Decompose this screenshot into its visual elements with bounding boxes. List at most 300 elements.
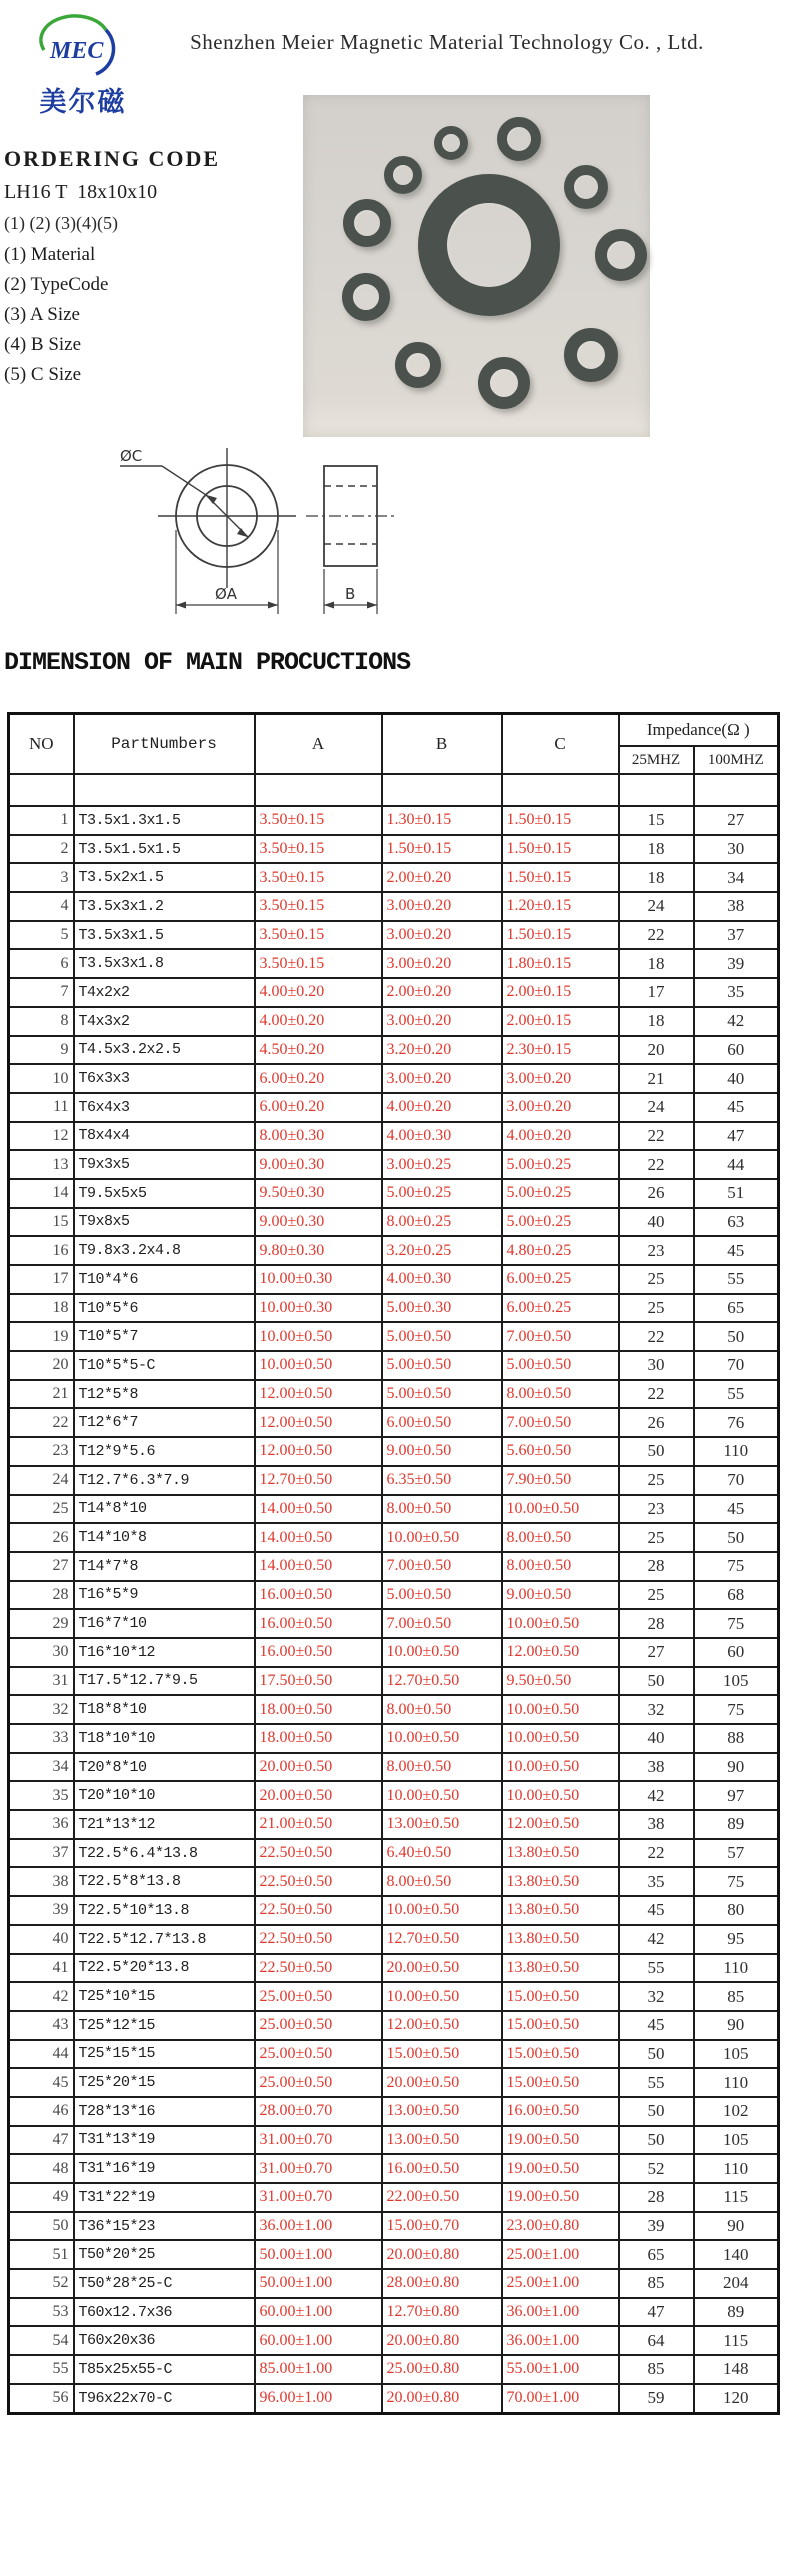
b-cell: 12.70±0.50 bbox=[382, 1925, 502, 1954]
table-row bbox=[9, 1236, 779, 1265]
b-cell: 25.00±0.80 bbox=[382, 2355, 502, 2384]
c-cell: 10.00±0.50 bbox=[502, 1753, 619, 1782]
c-cell: 15.00±0.50 bbox=[502, 2068, 619, 2097]
imp25-cell: 25 bbox=[619, 1265, 694, 1294]
logo-chinese-text: 美尔磁 bbox=[39, 87, 127, 118]
imp100-cell: 115 bbox=[694, 2183, 779, 2212]
b-cell: 5.00±0.50 bbox=[382, 1380, 502, 1409]
c-cell: 19.00±0.50 bbox=[502, 2183, 619, 2212]
c-cell: 1.50±0.15 bbox=[502, 921, 619, 950]
imp25-cell: 50 bbox=[619, 1437, 694, 1466]
no-cell: 44 bbox=[9, 2040, 74, 2069]
a-cell: 8.00±0.30 bbox=[255, 1122, 382, 1151]
imp100-cell: 65 bbox=[694, 1294, 779, 1323]
empty-row bbox=[9, 774, 779, 806]
imp100-cell: 44 bbox=[694, 1150, 779, 1179]
b-cell: 3.00±0.20 bbox=[382, 892, 502, 921]
c-cell: 10.00±0.50 bbox=[502, 1724, 619, 1753]
imp100-cell: 55 bbox=[694, 1265, 779, 1294]
b-cell: 10.00±0.50 bbox=[382, 1638, 502, 1667]
c-cell: 25.00±1.00 bbox=[502, 2240, 619, 2269]
toroid-core-ring bbox=[564, 328, 618, 382]
table-row bbox=[9, 1064, 779, 1093]
imp25-cell: 55 bbox=[619, 1954, 694, 1983]
no-cell: 38 bbox=[9, 1867, 74, 1896]
toroid-core-ring bbox=[497, 117, 541, 161]
imp100-cell: 27 bbox=[694, 806, 779, 835]
imp25-cell: 28 bbox=[619, 1552, 694, 1581]
part-cell: T60x12.7x36 bbox=[74, 2298, 255, 2327]
table-row bbox=[9, 1638, 779, 1667]
c-cell: 8.00±0.50 bbox=[502, 1552, 619, 1581]
c-cell: 7.00±0.50 bbox=[502, 1408, 619, 1437]
no-cell: 18 bbox=[9, 1294, 74, 1323]
no-cell: 46 bbox=[9, 2097, 74, 2126]
table-row bbox=[9, 2240, 779, 2269]
a-cell: 22.50±0.50 bbox=[255, 1925, 382, 1954]
c-cell: 25.00±1.00 bbox=[502, 2269, 619, 2298]
table-row bbox=[9, 1982, 779, 2011]
a-cell: 9.80±0.30 bbox=[255, 1236, 382, 1265]
table-row bbox=[9, 1523, 779, 1552]
part-cell: T4x3x2 bbox=[74, 1007, 255, 1036]
logo-text: MEC bbox=[50, 38, 104, 64]
c-cell: 15.00±0.50 bbox=[502, 2011, 619, 2040]
a-cell: 22.50±0.50 bbox=[255, 1954, 382, 1983]
no-cell: 41 bbox=[9, 1954, 74, 1983]
table-row bbox=[9, 1322, 779, 1351]
no-cell: 25 bbox=[9, 1495, 74, 1524]
imp25-cell: 22 bbox=[619, 1380, 694, 1409]
b-cell: 8.00±0.50 bbox=[382, 1495, 502, 1524]
part-cell: T22.5*8*13.8 bbox=[74, 1867, 255, 1896]
table-row bbox=[9, 1122, 779, 1151]
ordering-code-positions: (1) (2) (3)(4)(5) bbox=[4, 213, 118, 233]
table-row bbox=[9, 1867, 779, 1896]
no-cell: 40 bbox=[9, 1925, 74, 1954]
imp25-cell: 85 bbox=[619, 2269, 694, 2298]
part-cell: T14*7*8 bbox=[74, 1552, 255, 1581]
b-cell: 20.00±0.50 bbox=[382, 2068, 502, 2097]
b-cell: 1.30±0.15 bbox=[382, 806, 502, 835]
imp25-cell: 42 bbox=[619, 1781, 694, 1810]
no-cell: 10 bbox=[9, 1064, 74, 1093]
c-cell: 36.00±1.00 bbox=[502, 2298, 619, 2327]
b-cell: 5.00±0.50 bbox=[382, 1581, 502, 1610]
imp100-cell: 105 bbox=[694, 2040, 779, 2069]
toroid-core-ring bbox=[395, 342, 441, 388]
table-row bbox=[9, 1466, 779, 1495]
a-cell: 16.00±0.50 bbox=[255, 1638, 382, 1667]
table-row bbox=[9, 1380, 779, 1409]
b-cell: 10.00±0.50 bbox=[382, 1724, 502, 1753]
a-cell: 3.50±0.15 bbox=[255, 863, 382, 892]
a-cell: 9.00±0.30 bbox=[255, 1208, 382, 1237]
part-cell: T3.5x2x1.5 bbox=[74, 863, 255, 892]
no-cell: 52 bbox=[9, 2269, 74, 2298]
c-cell: 1.50±0.15 bbox=[502, 863, 619, 892]
imp100-cell: 204 bbox=[694, 2269, 779, 2298]
no-cell: 53 bbox=[9, 2298, 74, 2327]
table-row bbox=[9, 892, 779, 921]
imp25-cell: 38 bbox=[619, 1810, 694, 1839]
part-cell: T9.5x5x5 bbox=[74, 1179, 255, 1208]
c-cell: 5.60±0.50 bbox=[502, 1437, 619, 1466]
imp100-cell: 110 bbox=[694, 1437, 779, 1466]
imp100-cell: 102 bbox=[694, 2097, 779, 2126]
imp25-cell: 28 bbox=[619, 2183, 694, 2212]
ordering-code-example: LH16 T 18x10x10 bbox=[4, 181, 158, 203]
table-row bbox=[9, 1667, 779, 1696]
a-cell: 6.00±0.20 bbox=[255, 1093, 382, 1122]
imp100-cell: 115 bbox=[694, 2326, 779, 2355]
no-cell: 45 bbox=[9, 2068, 74, 2097]
part-cell: T3.5x1.3x1.5 bbox=[74, 806, 255, 835]
part-cell: T31*13*19 bbox=[74, 2126, 255, 2155]
b-cell: 9.00±0.50 bbox=[382, 1437, 502, 1466]
b-cell: 3.00±0.20 bbox=[382, 921, 502, 950]
imp100-cell: 37 bbox=[694, 921, 779, 950]
b-cell: 7.00±0.50 bbox=[382, 1552, 502, 1581]
b-cell: 5.00±0.30 bbox=[382, 1294, 502, 1323]
a-cell: 96.00±1.00 bbox=[255, 2384, 382, 2413]
table-row bbox=[9, 1351, 779, 1380]
c-cell: 12.00±0.50 bbox=[502, 1638, 619, 1667]
imp25-cell: 52 bbox=[619, 2154, 694, 2183]
no-cell: 29 bbox=[9, 1609, 74, 1638]
a-cell: 3.50±0.15 bbox=[255, 921, 382, 950]
table-row bbox=[9, 2097, 779, 2126]
imp100-cell: 110 bbox=[694, 2068, 779, 2097]
b-cell: 13.00±0.50 bbox=[382, 2097, 502, 2126]
no-cell: 28 bbox=[9, 1581, 74, 1610]
imp25-cell: 47 bbox=[619, 2298, 694, 2327]
no-cell: 4 bbox=[9, 892, 74, 921]
a-cell: 12.00±0.50 bbox=[255, 1437, 382, 1466]
imp25-cell: 50 bbox=[619, 2126, 694, 2155]
c-cell: 10.00±0.50 bbox=[502, 1695, 619, 1724]
part-cell: T12*6*7 bbox=[74, 1408, 255, 1437]
part-cell: T12*9*5.6 bbox=[74, 1437, 255, 1466]
c-cell: 3.00±0.20 bbox=[502, 1093, 619, 1122]
c-cell: 12.00±0.50 bbox=[502, 1810, 619, 1839]
a-cell: 12.00±0.50 bbox=[255, 1408, 382, 1437]
imp25-cell: 39 bbox=[619, 2212, 694, 2241]
part-cell: T16*7*10 bbox=[74, 1609, 255, 1638]
imp100-cell: 60 bbox=[694, 1638, 779, 1667]
imp100-cell: 120 bbox=[694, 2384, 779, 2413]
a-cell: 12.70±0.50 bbox=[255, 1466, 382, 1495]
no-cell: 14 bbox=[9, 1179, 74, 1208]
no-cell: 23 bbox=[9, 1437, 74, 1466]
imp100-cell: 75 bbox=[694, 1552, 779, 1581]
col-header-impedance: Impedance(Ω ) bbox=[619, 714, 779, 747]
imp100-cell: 45 bbox=[694, 1093, 779, 1122]
c-cell: 9.00±0.50 bbox=[502, 1581, 619, 1610]
imp25-cell: 18 bbox=[619, 835, 694, 864]
c-cell: 10.00±0.50 bbox=[502, 1609, 619, 1638]
part-cell: T22.5*20*13.8 bbox=[74, 1954, 255, 1983]
imp100-cell: 39 bbox=[694, 949, 779, 978]
imp100-cell: 70 bbox=[694, 1351, 779, 1380]
c-cell: 5.00±0.25 bbox=[502, 1179, 619, 1208]
imp100-cell: 63 bbox=[694, 1208, 779, 1237]
b-cell: 7.00±0.50 bbox=[382, 1609, 502, 1638]
imp25-cell: 32 bbox=[619, 1695, 694, 1724]
toroid-core-ring bbox=[418, 174, 560, 316]
table-row bbox=[9, 1036, 779, 1065]
imp100-cell: 110 bbox=[694, 1954, 779, 1983]
imp100-cell: 35 bbox=[694, 978, 779, 1007]
part-cell: T36*15*23 bbox=[74, 2212, 255, 2241]
imp25-cell: 15 bbox=[619, 806, 694, 835]
no-cell: 35 bbox=[9, 1781, 74, 1810]
table-row bbox=[9, 1954, 779, 1983]
col-header-100mhz: 100MHZ bbox=[694, 746, 779, 774]
imp25-cell: 18 bbox=[619, 949, 694, 978]
no-cell: 15 bbox=[9, 1208, 74, 1237]
b-cell: 8.00±0.25 bbox=[382, 1208, 502, 1237]
imp100-cell: 90 bbox=[694, 2011, 779, 2040]
imp25-cell: 23 bbox=[619, 1236, 694, 1265]
c-cell: 2.00±0.15 bbox=[502, 978, 619, 1007]
no-cell: 39 bbox=[9, 1896, 74, 1925]
b-cell: 4.00±0.30 bbox=[382, 1265, 502, 1294]
company-logo bbox=[22, 12, 132, 122]
part-cell: T60x20x36 bbox=[74, 2326, 255, 2355]
ordering-item-typecode: (2) TypeCode bbox=[4, 274, 109, 295]
b-cell: 15.00±0.70 bbox=[382, 2212, 502, 2241]
imp100-cell: 105 bbox=[694, 2126, 779, 2155]
b-cell: 8.00±0.50 bbox=[382, 1753, 502, 1782]
table-row bbox=[9, 2212, 779, 2241]
col-header-part: PartNumbers bbox=[74, 714, 255, 775]
a-cell: 36.00±1.00 bbox=[255, 2212, 382, 2241]
diagram-label-outer-diameter: ØA bbox=[215, 585, 238, 603]
part-cell: T14*8*10 bbox=[74, 1495, 255, 1524]
part-cell: T31*16*19 bbox=[74, 2154, 255, 2183]
no-cell: 56 bbox=[9, 2384, 74, 2413]
table-row bbox=[9, 1695, 779, 1724]
b-cell: 22.00±0.50 bbox=[382, 2183, 502, 2212]
imp25-cell: 25 bbox=[619, 1523, 694, 1552]
c-cell: 10.00±0.50 bbox=[502, 1781, 619, 1810]
imp25-cell: 26 bbox=[619, 1408, 694, 1437]
a-cell: 3.50±0.15 bbox=[255, 949, 382, 978]
col-header-25mhz: 25MHZ bbox=[619, 746, 694, 774]
a-cell: 22.50±0.50 bbox=[255, 1896, 382, 1925]
part-cell: T10*5*6 bbox=[74, 1294, 255, 1323]
c-cell: 6.00±0.25 bbox=[502, 1265, 619, 1294]
table-row bbox=[9, 1294, 779, 1323]
imp100-cell: 80 bbox=[694, 1896, 779, 1925]
a-cell: 21.00±0.50 bbox=[255, 1810, 382, 1839]
parts-table-body bbox=[9, 774, 779, 2413]
c-cell: 5.00±0.50 bbox=[502, 1351, 619, 1380]
table-row bbox=[9, 949, 779, 978]
imp100-cell: 47 bbox=[694, 1122, 779, 1151]
table-row bbox=[9, 806, 779, 835]
part-cell: T25*20*15 bbox=[74, 2068, 255, 2097]
c-cell: 15.00±0.50 bbox=[502, 1982, 619, 2011]
table-row bbox=[9, 2068, 779, 2097]
a-cell: 22.50±0.50 bbox=[255, 1867, 382, 1896]
b-cell: 10.00±0.50 bbox=[382, 1982, 502, 2011]
c-cell: 9.50±0.50 bbox=[502, 1667, 619, 1696]
no-cell: 49 bbox=[9, 2183, 74, 2212]
table-row bbox=[9, 1495, 779, 1524]
part-cell: T20*8*10 bbox=[74, 1753, 255, 1782]
no-cell: 37 bbox=[9, 1839, 74, 1868]
ordering-item-c-size: (5) C Size bbox=[4, 364, 82, 385]
part-cell: T9x8x5 bbox=[74, 1208, 255, 1237]
table-row bbox=[9, 1581, 779, 1610]
a-cell: 4.50±0.20 bbox=[255, 1036, 382, 1065]
imp25-cell: 32 bbox=[619, 1982, 694, 2011]
no-cell: 11 bbox=[9, 1093, 74, 1122]
table-row bbox=[9, 1150, 779, 1179]
no-cell: 42 bbox=[9, 1982, 74, 2011]
table-row bbox=[9, 1609, 779, 1638]
imp25-cell: 18 bbox=[619, 863, 694, 892]
imp100-cell: 45 bbox=[694, 1236, 779, 1265]
part-cell: T50*28*25-C bbox=[74, 2269, 255, 2298]
no-cell: 13 bbox=[9, 1150, 74, 1179]
imp100-cell: 90 bbox=[694, 2212, 779, 2241]
b-cell: 20.00±0.50 bbox=[382, 1954, 502, 1983]
imp100-cell: 42 bbox=[694, 1007, 779, 1036]
imp25-cell: 24 bbox=[619, 1093, 694, 1122]
table-row bbox=[9, 1093, 779, 1122]
part-cell: T3.5x3x1.5 bbox=[74, 921, 255, 950]
b-cell: 13.00±0.50 bbox=[382, 2126, 502, 2155]
b-cell: 28.00±0.80 bbox=[382, 2269, 502, 2298]
b-cell: 16.00±0.50 bbox=[382, 2154, 502, 2183]
imp25-cell: 35 bbox=[619, 1867, 694, 1896]
dimension-drawing bbox=[62, 438, 462, 653]
imp100-cell: 51 bbox=[694, 1179, 779, 1208]
imp100-cell: 50 bbox=[694, 1322, 779, 1351]
imp25-cell: 64 bbox=[619, 2326, 694, 2355]
b-cell: 4.00±0.20 bbox=[382, 1093, 502, 1122]
a-cell: 18.00±0.50 bbox=[255, 1695, 382, 1724]
imp100-cell: 68 bbox=[694, 1581, 779, 1610]
table-row bbox=[9, 921, 779, 950]
table-row bbox=[9, 1781, 779, 1810]
imp100-cell: 50 bbox=[694, 1523, 779, 1552]
imp25-cell: 26 bbox=[619, 1179, 694, 1208]
no-cell: 27 bbox=[9, 1552, 74, 1581]
imp100-cell: 88 bbox=[694, 1724, 779, 1753]
table-row bbox=[9, 978, 779, 1007]
imp25-cell: 21 bbox=[619, 1064, 694, 1093]
c-cell: 5.00±0.25 bbox=[502, 1150, 619, 1179]
part-cell: T31*22*19 bbox=[74, 2183, 255, 2212]
b-cell: 6.35±0.50 bbox=[382, 1466, 502, 1495]
imp100-cell: 110 bbox=[694, 2154, 779, 2183]
no-cell: 12 bbox=[9, 1122, 74, 1151]
imp25-cell: 22 bbox=[619, 1122, 694, 1151]
a-cell: 6.00±0.20 bbox=[255, 1064, 382, 1093]
c-cell: 4.80±0.25 bbox=[502, 1236, 619, 1265]
table-row bbox=[9, 1408, 779, 1437]
no-cell: 50 bbox=[9, 2212, 74, 2241]
imp100-cell: 85 bbox=[694, 1982, 779, 2011]
c-cell: 6.00±0.25 bbox=[502, 1294, 619, 1323]
no-cell: 21 bbox=[9, 1380, 74, 1409]
c-cell: 5.00±0.25 bbox=[502, 1208, 619, 1237]
toroid-core-ring bbox=[595, 229, 647, 281]
imp100-cell: 140 bbox=[694, 2240, 779, 2269]
a-cell: 16.00±0.50 bbox=[255, 1609, 382, 1638]
imp25-cell: 27 bbox=[619, 1638, 694, 1667]
imp25-cell: 30 bbox=[619, 1351, 694, 1380]
a-cell: 25.00±0.50 bbox=[255, 2040, 382, 2069]
imp100-cell: 75 bbox=[694, 1695, 779, 1724]
c-cell: 19.00±0.50 bbox=[502, 2154, 619, 2183]
imp25-cell: 25 bbox=[619, 1466, 694, 1495]
imp25-cell: 17 bbox=[619, 978, 694, 1007]
b-cell: 4.00±0.30 bbox=[382, 1122, 502, 1151]
imp25-cell: 38 bbox=[619, 1753, 694, 1782]
no-cell: 16 bbox=[9, 1236, 74, 1265]
a-cell: 18.00±0.50 bbox=[255, 1724, 382, 1753]
imp25-cell: 42 bbox=[619, 1925, 694, 1954]
ordering-code-legend bbox=[4, 240, 108, 390]
c-cell: 70.00±1.00 bbox=[502, 2384, 619, 2413]
b-cell: 10.00±0.50 bbox=[382, 1896, 502, 1925]
b-cell: 20.00±0.80 bbox=[382, 2326, 502, 2355]
part-cell: T17.5*12.7*9.5 bbox=[74, 1667, 255, 1696]
ordering-item-a-size: (3) A Size bbox=[4, 304, 80, 325]
b-cell: 10.00±0.50 bbox=[382, 1781, 502, 1810]
part-cell: T25*12*15 bbox=[74, 2011, 255, 2040]
a-cell: 4.00±0.20 bbox=[255, 978, 382, 1007]
a-cell: 14.00±0.50 bbox=[255, 1552, 382, 1581]
a-cell: 28.00±0.70 bbox=[255, 2097, 382, 2126]
table-row bbox=[9, 1839, 779, 1868]
a-cell: 10.00±0.30 bbox=[255, 1265, 382, 1294]
c-cell: 13.80±0.50 bbox=[502, 1896, 619, 1925]
no-cell: 7 bbox=[9, 978, 74, 1007]
product-photo bbox=[303, 95, 650, 437]
no-cell: 5 bbox=[9, 921, 74, 950]
imp100-cell: 45 bbox=[694, 1495, 779, 1524]
a-cell: 14.00±0.50 bbox=[255, 1495, 382, 1524]
table-row bbox=[9, 2154, 779, 2183]
ordering-item-material: (1) Material bbox=[4, 244, 96, 265]
a-cell: 10.00±0.30 bbox=[255, 1294, 382, 1323]
a-cell: 3.50±0.15 bbox=[255, 892, 382, 921]
a-cell: 60.00±1.00 bbox=[255, 2326, 382, 2355]
imp25-cell: 45 bbox=[619, 1896, 694, 1925]
part-cell: T50*20*25 bbox=[74, 2240, 255, 2269]
part-cell: T22.5*6.4*13.8 bbox=[74, 1839, 255, 1868]
imp25-cell: 22 bbox=[619, 921, 694, 950]
table-row bbox=[9, 1552, 779, 1581]
imp25-cell: 65 bbox=[619, 2240, 694, 2269]
table-row bbox=[9, 2269, 779, 2298]
c-cell: 8.00±0.50 bbox=[502, 1380, 619, 1409]
a-cell: 25.00±0.50 bbox=[255, 2068, 382, 2097]
a-cell: 20.00±0.50 bbox=[255, 1753, 382, 1782]
b-cell: 3.00±0.25 bbox=[382, 1150, 502, 1179]
c-cell: 2.00±0.15 bbox=[502, 1007, 619, 1036]
c-cell: 1.20±0.15 bbox=[502, 892, 619, 921]
company-name: Shenzhen Meier Magnetic Material Technology Co. , Ltd. bbox=[190, 30, 704, 54]
c-cell: 1.50±0.15 bbox=[502, 806, 619, 835]
imp100-cell: 30 bbox=[694, 835, 779, 864]
